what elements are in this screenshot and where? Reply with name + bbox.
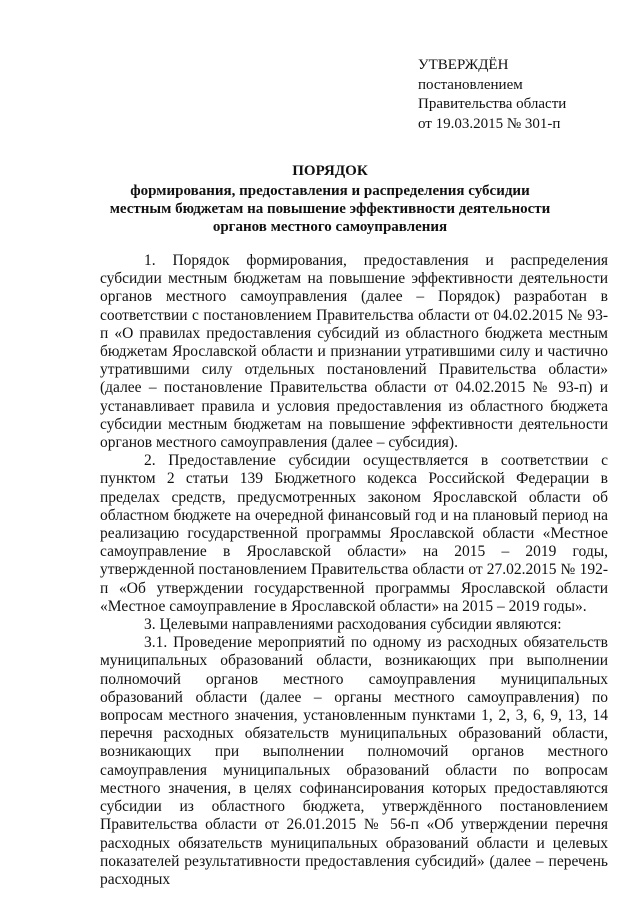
approval-stamp [418,56,566,134]
paragraph-2: 2. Предоставление субсидии осуществляется в соответствии с пунктом 2 статьи 139 Бюджетного кодекса Российской Федерации в пределах средств, предусмотренных законом Ярославской области об областном бюджете на очередной финансовый год и на плановый период на реализацию государственной программы Ярославской области «Местное самоуправление в Ярославской области» на 2015 – 2019 годы, утвержденной постановлением Правительства области от 27.02.2015 № 192-п «Об утверждении государственной программы Ярославской области «Местное самоуправление в Ярославской области» на 2015 – 2019 годы». [100,452,608,615]
paragraph-3-1: 3.1. Проведение мероприятий по одному из расходных обязательств муниципальных образований области, возникающих при выполнении полномочий органов местного самоуправления муниципальных образований области (далее – органы местного самоуправления) по вопросам местного значения, установленным пунктами 1, 2, 3, 6, 9, 13, 14 перечня расходных обязательств муниципальных образований области, возникающих при выполнении полномочий органов местного самоуправления муниципальных образований области по вопросам местного значения, в целях софинансирования которых предоставляются субсидии из областного бюджета, утверждённого постановлением Правительства области от 26.01.2015 № 56-п «Об утверждении перечня расходных обязательств муниципальных образований области и целевых показателей результативности предоставления субсидий» (далее – перечень расходных [100,634,608,888]
approval-line-resolution: постановлением [418,76,523,93]
title-main: ПОРЯДОК [292,163,368,179]
approval-line-approved: УТВЕРЖДЁН [418,57,509,73]
document-title [100,162,560,236]
approval-line-date-number: от 19.03.2015 № 301-п [418,115,561,132]
paragraph-3: 3. Целевыми направлениями расходования субсидии являются: [144,616,562,634]
approval-line-government: Правительства области [418,96,567,112]
title-subtitle: формирования, предоставления и распределения субсидии местным бюджетам на повышение эффективности деятельности органов местного самоуправления [109,183,551,235]
document-body [100,252,608,889]
paragraph-1: 1. Порядок формирования, предоставления и распределения субсидии местным бюджетам на повышение эффективности деятельности органов местного самоуправления (далее – Порядок) разработан в соответствии с постановлением Правительства области от 04.02.2015 № 93-п «О правилах предоставления субсидий из областного бюджета местным бюджетам Ярославской области и признании утратившими силу и частично утратившими силу отдельных постановлений Правительства области» (далее – постановление Правительства области от 04.02.2015 № 93-п) и устанавливает правила и условия предоставления из областного бюджета субсидии местным бюджетам на повышение эффективности деятельности органов местного самоуправления (далее – субсидия). [100,252,608,452]
